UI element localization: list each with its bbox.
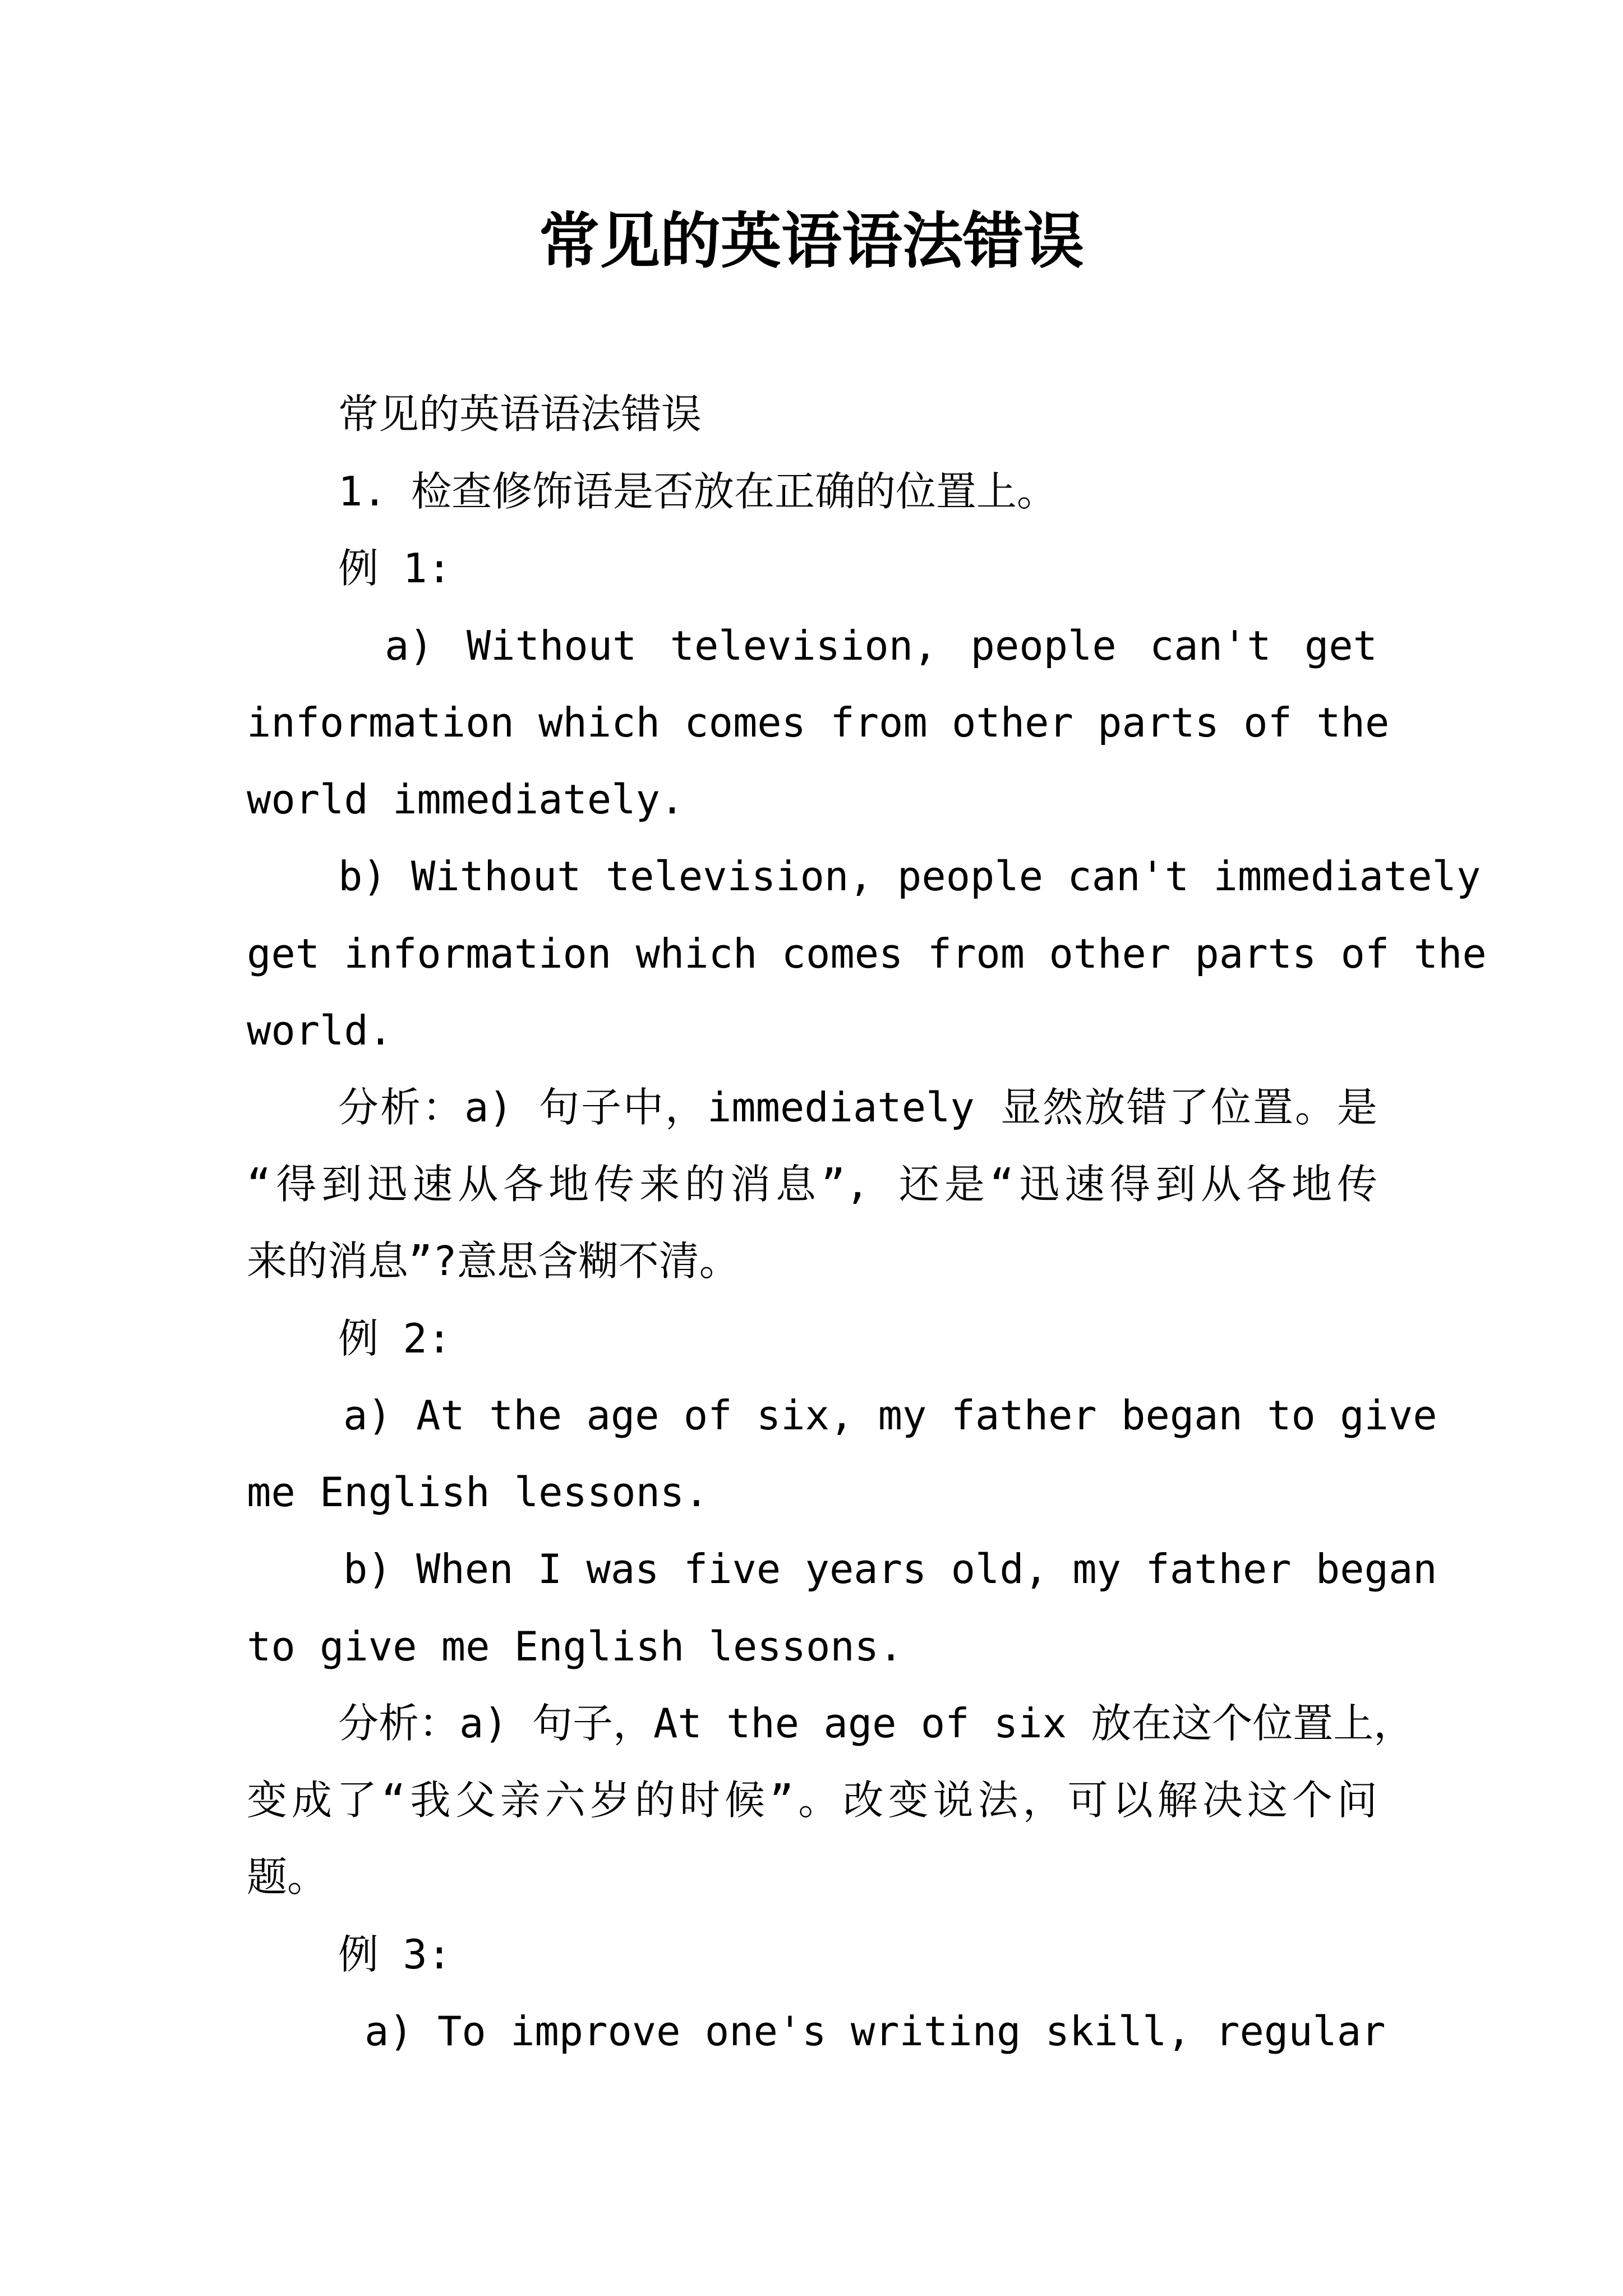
- paragraph-line: get information which comes from other parts of the: [247, 930, 1487, 977]
- paragraph-line: a) To improve one's writing skill, regular: [365, 2008, 1386, 2055]
- paragraph-line: world immediately.: [247, 776, 685, 823]
- paragraph-line: b) Without television, people can't immediately: [338, 853, 1481, 900]
- paragraph-line: 例 1:: [338, 545, 452, 592]
- paragraph-line: 例 3:: [338, 1931, 452, 1978]
- paragraph-line: to give me English lessons.: [247, 1623, 903, 1670]
- paragraph-line: 分析：a) 句子，At the age of six 放在这个位置上，: [338, 1700, 1414, 1747]
- paragraph-line: a) Without television, people can't get: [385, 622, 1377, 669]
- paragraph-line: 分析：a) 句子中，immediately 显然放错了位置。是: [338, 1084, 1377, 1131]
- paragraph-line: 变成了“我父亲六岁的时候”。改变说法，可以解决这个问: [247, 1777, 1377, 1824]
- paragraph-line: a) At the age of six, my father began to give: [343, 1392, 1437, 1439]
- paragraph-line: 常见的英语语法错误: [338, 390, 702, 438]
- paragraph-line: b) When I was five years old, my father began: [343, 1545, 1437, 1593]
- paragraph-line: world.: [247, 1007, 393, 1054]
- paragraph-line: 1. 检查修饰语是否放在正确的位置上。: [338, 468, 1058, 515]
- paragraph-line: 例 2:: [338, 1315, 452, 1362]
- paragraph-line: information which comes from other parts of the: [247, 699, 1390, 746]
- paragraph-line: 题。: [247, 1853, 328, 1901]
- paragraph-line: 来的消息”?意思含糊不清。: [247, 1237, 740, 1285]
- paragraph-line: “得到迅速从各地传来的消息”, 还是“迅速得到从各地传: [247, 1161, 1377, 1208]
- paragraph-line: me English lessons.: [247, 1469, 709, 1516]
- document-title: 常见的英语语法错误: [538, 206, 1084, 277]
